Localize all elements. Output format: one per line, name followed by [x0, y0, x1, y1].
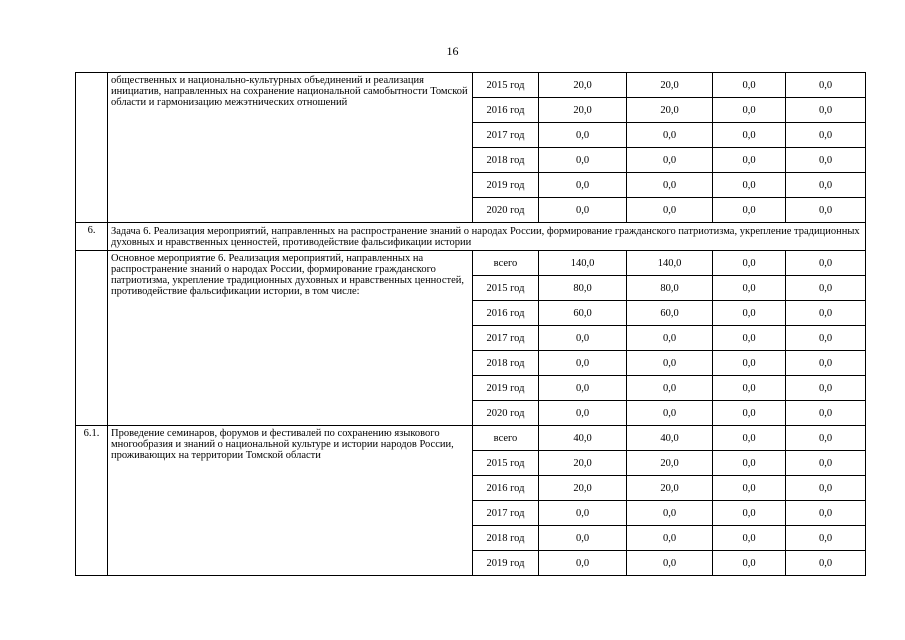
amount-cell: 20,0	[539, 451, 627, 476]
amount-cell: 0,0	[627, 173, 713, 198]
activity-description: общественных и национально-культурных объединений и реализация инициатив, направленных на сохранение национальной самобытности Томской области и гармонизацию межэтнических отношений	[108, 73, 473, 223]
amount-cell: 0,0	[786, 326, 866, 351]
amount-cell: 0,0	[713, 476, 786, 501]
amount-cell: 0,0	[713, 173, 786, 198]
amount-cell: 0,0	[627, 198, 713, 223]
amount-cell: 0,0	[713, 451, 786, 476]
period-cell: всего	[473, 426, 539, 451]
amount-cell: 0,0	[627, 501, 713, 526]
amount-cell: 0,0	[786, 301, 866, 326]
table-row	[76, 73, 866, 98]
amount-cell: 0,0	[539, 198, 627, 223]
activity-description: Основное мероприятие 6. Реализация мероприятий, направленных на распространение знаний о народах России, формирование гражданского патриотизма, укрепление традиционных духовных и нравственных ценностей, противодействие фальсификации истории, в том числе:	[108, 251, 473, 426]
amount-cell: 0,0	[713, 251, 786, 276]
amount-cell: 0,0	[713, 376, 786, 401]
amount-cell: 0,0	[786, 551, 866, 576]
amount-cell: 0,0	[713, 426, 786, 451]
amount-cell: 0,0	[713, 351, 786, 376]
period-cell: 2019 год	[473, 376, 539, 401]
amount-cell: 0,0	[539, 148, 627, 173]
amount-cell: 0,0	[627, 326, 713, 351]
amount-cell: 0,0	[786, 123, 866, 148]
row-number: 6.1.	[76, 426, 108, 576]
period-cell: всего	[473, 251, 539, 276]
amount-cell: 0,0	[539, 376, 627, 401]
period-cell: 2018 год	[473, 351, 539, 376]
amount-cell: 0,0	[539, 123, 627, 148]
amount-cell: 0,0	[539, 326, 627, 351]
amount-cell: 0,0	[627, 401, 713, 426]
amount-cell: 0,0	[539, 351, 627, 376]
amount-cell: 0,0	[539, 551, 627, 576]
amount-cell: 0,0	[713, 123, 786, 148]
amount-cell: 20,0	[539, 98, 627, 123]
amount-cell: 0,0	[539, 401, 627, 426]
page-number: 16	[446, 44, 459, 58]
amount-cell: 140,0	[627, 251, 713, 276]
amount-cell: 0,0	[786, 426, 866, 451]
amount-cell: 0,0	[627, 123, 713, 148]
period-cell: 2018 год	[473, 526, 539, 551]
period-cell: 2017 год	[473, 326, 539, 351]
amount-cell: 140,0	[539, 251, 627, 276]
amount-cell: 20,0	[539, 476, 627, 501]
period-cell: 2016 год	[473, 301, 539, 326]
amount-cell: 40,0	[627, 426, 713, 451]
amount-cell: 20,0	[627, 476, 713, 501]
amount-cell: 40,0	[539, 426, 627, 451]
period-cell: 2015 год	[473, 451, 539, 476]
amount-cell: 0,0	[539, 173, 627, 198]
amount-cell: 0,0	[786, 451, 866, 476]
row-number	[76, 251, 108, 426]
period-cell: 2018 год	[473, 148, 539, 173]
amount-cell: 20,0	[539, 73, 627, 98]
amount-cell: 20,0	[627, 73, 713, 98]
task-row	[76, 223, 866, 251]
amount-cell: 0,0	[539, 501, 627, 526]
amount-cell: 0,0	[713, 551, 786, 576]
amount-cell: 60,0	[539, 301, 627, 326]
amount-cell: 0,0	[713, 526, 786, 551]
amount-cell: 0,0	[786, 73, 866, 98]
period-cell: 2020 год	[473, 401, 539, 426]
amount-cell: 0,0	[786, 351, 866, 376]
amount-cell: 0,0	[786, 401, 866, 426]
period-cell: 2019 год	[473, 551, 539, 576]
amount-cell: 0,0	[786, 276, 866, 301]
amount-cell: 0,0	[713, 326, 786, 351]
amount-cell: 0,0	[713, 276, 786, 301]
row-number: 6.	[76, 223, 108, 251]
task-description: Задача 6. Реализация мероприятий, направленных на распространение знаний о народах России, формирование гражданского патриотизма, укрепление традиционных духовных и нравственных ценностей, противодействие фальсификации истории	[108, 223, 866, 251]
amount-cell: 0,0	[786, 98, 866, 123]
amount-cell: 0,0	[786, 476, 866, 501]
table-row	[76, 251, 866, 276]
amount-cell: 0,0	[627, 376, 713, 401]
period-cell: 2019 год	[473, 173, 539, 198]
period-cell: 2017 год	[473, 123, 539, 148]
amount-cell: 0,0	[713, 401, 786, 426]
amount-cell: 0,0	[713, 198, 786, 223]
amount-cell: 80,0	[539, 276, 627, 301]
table-body	[76, 73, 866, 576]
period-cell: 2015 год	[473, 73, 539, 98]
activity-description: Проведение семинаров, форумов и фестивалей по сохранению языкового многообразия и знаний о национальной культуре и истории народов России, проживающих на территории Томской области	[108, 426, 473, 576]
table-row	[76, 426, 866, 451]
amount-cell: 0,0	[786, 501, 866, 526]
amount-cell: 20,0	[627, 451, 713, 476]
amount-cell: 20,0	[627, 98, 713, 123]
amount-cell: 0,0	[786, 198, 866, 223]
budget-table	[75, 72, 866, 576]
amount-cell: 0,0	[786, 173, 866, 198]
amount-cell: 0,0	[713, 148, 786, 173]
amount-cell: 0,0	[713, 98, 786, 123]
amount-cell: 80,0	[627, 276, 713, 301]
period-cell: 2020 год	[473, 198, 539, 223]
amount-cell: 0,0	[786, 526, 866, 551]
amount-cell: 0,0	[786, 148, 866, 173]
amount-cell: 0,0	[713, 501, 786, 526]
period-cell: 2017 год	[473, 501, 539, 526]
amount-cell: 0,0	[539, 526, 627, 551]
amount-cell: 0,0	[627, 148, 713, 173]
amount-cell: 60,0	[627, 301, 713, 326]
amount-cell: 0,0	[627, 526, 713, 551]
period-cell: 2016 год	[473, 98, 539, 123]
period-cell: 2015 год	[473, 276, 539, 301]
row-number	[76, 73, 108, 223]
amount-cell: 0,0	[713, 73, 786, 98]
amount-cell: 0,0	[627, 551, 713, 576]
amount-cell: 0,0	[786, 376, 866, 401]
amount-cell: 0,0	[627, 351, 713, 376]
amount-cell: 0,0	[786, 251, 866, 276]
period-cell: 2016 год	[473, 476, 539, 501]
amount-cell: 0,0	[713, 301, 786, 326]
